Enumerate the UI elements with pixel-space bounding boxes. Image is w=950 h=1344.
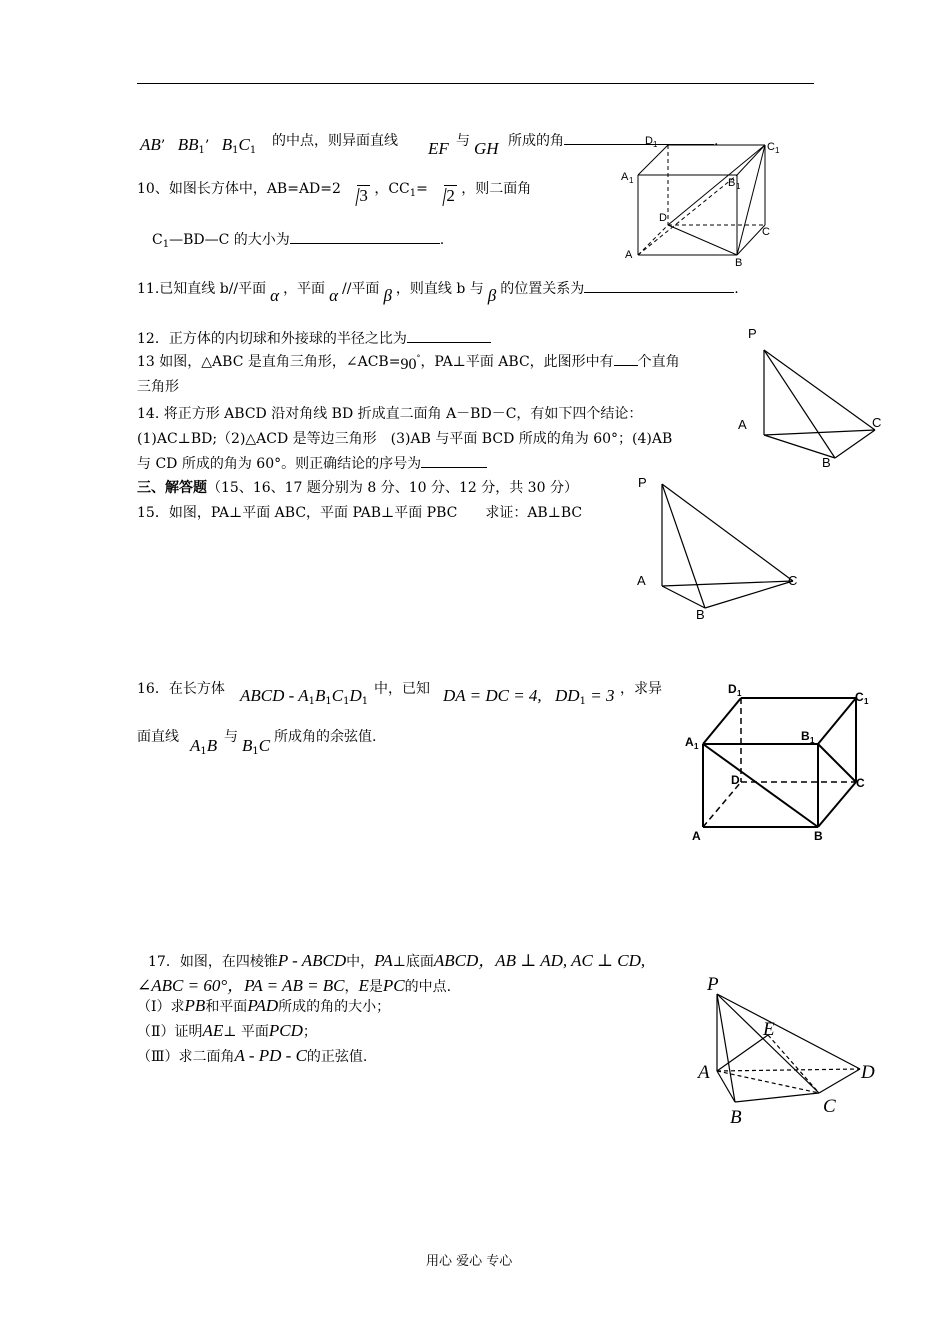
q17-part1: （Ⅰ）求PB和平面PAD所成的角的大小； xyxy=(137,996,391,1015)
fig16-sub: 1 xyxy=(864,697,869,706)
q16-text-c: 面直线 xyxy=(137,729,179,745)
fig15-label-p: P xyxy=(638,475,647,490)
q16-text-mid: 中，已知 xyxy=(374,681,430,697)
fig16-label-d1: D xyxy=(728,682,737,696)
q9-tail: 所成的角 . xyxy=(508,133,719,149)
q17-part3: （Ⅲ）求二面角A - PD - C的正弦值. xyxy=(137,1046,368,1065)
fig10-label-a1: A xyxy=(621,171,629,183)
fig15-label-c: C xyxy=(788,573,798,588)
fig10-sub: 1 xyxy=(653,140,658,149)
fig10-label-b: B xyxy=(735,257,743,269)
fig16-sub: 1 xyxy=(810,736,815,745)
q9-line: AB’ $BB_1$’ $B_1C_1$ xyxy=(140,135,257,156)
fig13-label-b: B xyxy=(822,455,831,470)
fig17-label-a: A xyxy=(698,1062,710,1083)
fig17-label-b: B xyxy=(730,1107,742,1128)
q16-text-a: 16．在长方体 xyxy=(137,681,225,697)
fig10-label-a: A xyxy=(625,249,633,261)
fig15-label-b: B xyxy=(696,607,705,622)
q10-line2: $C_1—BD—C$ 的大小为 . xyxy=(152,232,445,250)
q14-line2: (1)AC⊥BD;（2)△ACD 是等边三角形 (3)AB 与平面 BCD 所成的角为 60°；(4)AB xyxy=(137,431,673,447)
fig10-label-d: D xyxy=(659,212,667,224)
fig16-sub: 1 xyxy=(694,742,699,751)
q16-a1b: $A_1B$ xyxy=(190,736,218,757)
q16-text-b: ，求异 xyxy=(620,681,662,697)
fig10-label-b1: B xyxy=(728,177,736,189)
q16-yu: 与 xyxy=(224,729,238,745)
fig16-label-c1: C xyxy=(855,690,864,704)
section3-heading: 三、解答题（15、16、17 题分别为 8 分、10 分、12 分，共 30 分） xyxy=(137,479,578,496)
q14-line1: 14. 将正方形 ABCD 沿对角线 BD 折成直二面角 A－BD－C，有如下四个结论： xyxy=(137,406,643,422)
header-rule xyxy=(137,83,814,84)
fig17-label-p: P xyxy=(707,974,719,995)
figure-q10-box xyxy=(615,130,785,270)
q17-line2: ∠ABC = 60°，PA = AB = BC，E是PC的中点. xyxy=(137,976,452,995)
fig17-label-c: C xyxy=(823,1096,836,1117)
q17-line1: 17．如图，在四棱锥P - ABCD中，PA⊥底面ABCD，AB ⊥ AD, AC ⊥ CD, xyxy=(148,951,646,970)
fig13-label-c: C xyxy=(872,415,882,430)
figure-q13-triangle xyxy=(735,322,895,472)
q16-text-d: 所成角的余弦值. xyxy=(274,729,377,745)
fig17-label-d: D xyxy=(861,1062,875,1083)
fig16-label-b: B xyxy=(814,829,823,843)
q9-ef: EF xyxy=(428,139,449,158)
fig13-label-p: P xyxy=(748,326,757,341)
fig10-sub: 1 xyxy=(736,182,741,191)
q16-b1c: $B_1C$ xyxy=(242,736,271,757)
q11-line: 11.已知直线 b//平面 α ，平面 α //平面 β ，则直线 b 与 β 的位置关系为 . xyxy=(137,281,739,305)
fig16-label-d: D xyxy=(731,773,740,787)
q9-yu: 与 xyxy=(456,133,470,149)
figure-q17-pyramid xyxy=(695,968,885,1128)
q16-box: ABCD - $A_1B_1C_1D_1$ xyxy=(240,686,369,707)
fig10-sub: 1 xyxy=(775,146,780,155)
figure-q16-box xyxy=(683,680,883,850)
fig15-label-a: A xyxy=(637,573,646,588)
fig16-sub: 1 xyxy=(737,689,742,698)
q17-part2: （Ⅱ）证明AE⊥ 平面PCD； xyxy=(137,1021,317,1040)
q9-gh: GH xyxy=(474,139,499,158)
q10-line1: 10、如图长方体中，AB=AD=2 3 ，$CC_1= 2$ ，则二面角 xyxy=(137,181,532,205)
fig17-label-e: E xyxy=(763,1019,775,1040)
q16-cond: DA = DC = 4, $DD_1 = 3$ xyxy=(443,686,615,707)
fig10-label-c1: C xyxy=(767,141,775,153)
q15-line: 15．如图，PA⊥平面 ABC，平面 PAB⊥平面 PBC 求证：AB⊥BC xyxy=(137,505,583,521)
figure-q15-triangle xyxy=(630,474,810,624)
q14-line3: 与 CD 所成的角为 60°。则正确结论的序号为 xyxy=(137,453,487,473)
fig16-label-b1: B xyxy=(801,729,810,743)
fig10-label-c: C xyxy=(762,226,770,238)
fig16-label-a: A xyxy=(692,829,701,843)
fig10-sub: 1 xyxy=(629,176,634,185)
fig13-label-a: A xyxy=(738,417,747,432)
fig16-label-a1: A xyxy=(685,735,694,749)
fig10-label-d1: D xyxy=(645,135,653,147)
fig16-label-c: C xyxy=(856,776,865,790)
q12-line: 12．正方体的内切球和外接球的半径之比为 xyxy=(137,328,491,348)
q13-line2: 三角形 xyxy=(137,379,179,395)
page-footer: 用心 爱心 专心 xyxy=(426,1254,513,1269)
q13-line1: 13 如图，△ABC 是直角三角形，∠ACB=90°，PA⊥平面 ABC，此图形中有 个直角 xyxy=(137,353,680,373)
q9-text: 的中点，则异面直线 xyxy=(272,133,398,149)
